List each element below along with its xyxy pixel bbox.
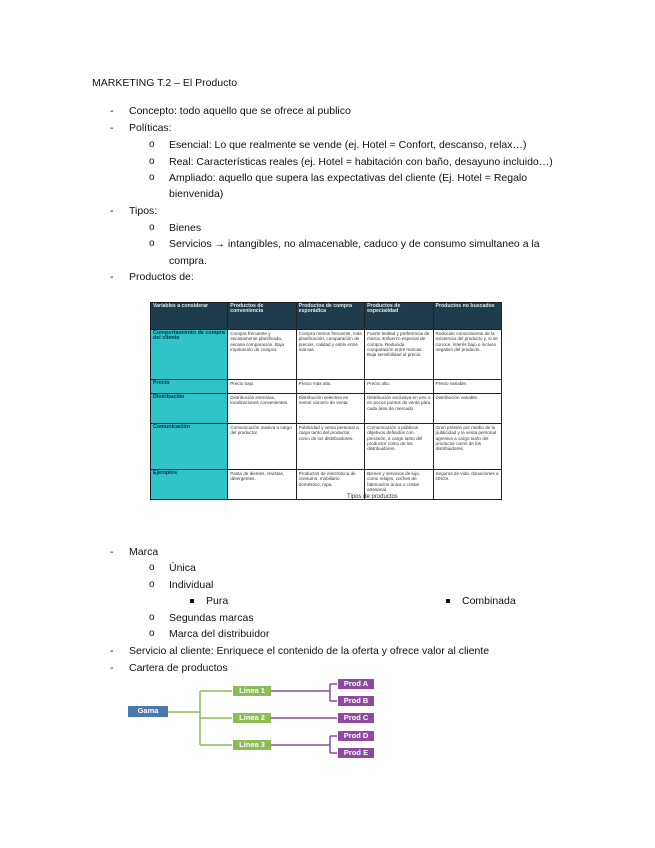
- bullet-dash: -: [110, 122, 114, 134]
- table-header-cell: Productos de especialidad: [365, 303, 433, 330]
- bullet-dash: -: [110, 645, 114, 657]
- marca-distribuidor-text: Marca del distribuidor: [169, 628, 270, 640]
- table-cell: Precio alto.: [365, 380, 433, 394]
- table-cell: Reducido conocimiento de la existencia del producto y, si se conoce, interés bajo o incluso negativo del producto.: [433, 330, 501, 380]
- bullet-dash: -: [110, 662, 114, 674]
- table-header-cell: Productos de compra esporádica: [296, 303, 364, 330]
- table-cell: Gran presión por medio de la publicidad y la venta personal agresiva a cargo tanto del productor como de los distribuidores.: [433, 424, 501, 470]
- bullet-circle: o: [149, 222, 155, 233]
- prod-box: Prod B: [338, 696, 374, 706]
- bullet-circle: o: [149, 562, 155, 573]
- row-header: Precio: [151, 380, 228, 394]
- table-header-cell: Productos de conveniencia: [228, 303, 296, 330]
- row-header: Ejemplos: [151, 470, 228, 500]
- cartera-text: Cartera de productos: [129, 662, 228, 674]
- bienes-text: Bienes: [169, 222, 202, 234]
- unica-text: Única: [169, 562, 196, 574]
- table-cell: Publicidad y venta personal a cargo tanto del productor como de los distribuidores.: [296, 424, 364, 470]
- table-header-cell: Productos no buscados: [433, 303, 501, 330]
- gama-box: Gama: [128, 706, 168, 717]
- bullet-circle: o: [149, 156, 155, 167]
- combinada-text: Combinada: [462, 595, 516, 607]
- prod-box: Prod D: [338, 731, 374, 741]
- row-header: Comunicación: [151, 424, 228, 470]
- table-cell: Compra menos frecuente, más planificación, comparación de precios, calidad y estilo entre marcas.: [296, 330, 364, 380]
- bullet-circle: o: [149, 612, 155, 623]
- table-cell: Precio más alto.: [296, 380, 364, 394]
- servicios-text: Servicios → intangibles, no almacenable, caduco y de consumo simultaneo a la: [169, 238, 540, 250]
- table-cell: Comunicación masiva a cargo del productor.: [228, 424, 296, 470]
- table-caption: Tipos de productos: [347, 494, 398, 500]
- table-cell: Seguros de vida, donaciones a ONGs.: [433, 470, 501, 500]
- table-cell: Fuerte lealtad y preferencia de marca. Esfuerzo especial de compra. Reducida comparación entre marcas. Baja sensibilidad al precio.: [365, 330, 433, 380]
- table-cell: Productos de electrónica de consumo, mobiliario doméstico, ropa.: [296, 470, 364, 500]
- ampliado-text-cont: bienvenida): [169, 188, 224, 200]
- table-cell: Pasta de dientes, revistas, detergentes.: [228, 470, 296, 500]
- table-cell: Distribución intensiva, localizaciones convenientes.: [228, 394, 296, 424]
- table-cell: Comunicación a públicos objetivos definidos con precisión, a cargo tanto del productor como de los distribuidores.: [365, 424, 433, 470]
- ampliado-text: Ampliado: aquello que supera las expectativas del cliente (Ej. Hotel = Regalo: [169, 172, 528, 184]
- row-header: Distribución: [151, 394, 228, 424]
- bullet-dash: -: [110, 271, 114, 283]
- row-header: Comportamiento de compra del cliente: [151, 330, 228, 380]
- marca-text: Marca: [129, 546, 159, 558]
- bullet-circle: o: [149, 579, 155, 590]
- servicios-text-cont: compra.: [169, 255, 207, 267]
- tipos-text: Tipos:: [129, 205, 158, 217]
- linea-box: Línea 1: [233, 686, 271, 696]
- linea-box: Línea 2: [233, 713, 271, 723]
- bullet-circle: o: [149, 139, 155, 150]
- bullet-dash: -: [110, 546, 114, 558]
- table-cell: Precio variable.: [433, 380, 501, 394]
- prod-box: Prod E: [338, 748, 374, 758]
- prod-box: Prod C: [338, 713, 374, 723]
- productos-de-text: Productos de:: [129, 271, 194, 283]
- individual-text: Individual: [169, 579, 214, 591]
- page-title: MARKETING T.2 – El Producto: [92, 77, 238, 89]
- politicas-text: Políticas:: [129, 122, 172, 134]
- bullet-dash: -: [110, 105, 114, 117]
- bullet-circle: o: [149, 238, 155, 249]
- pura-text: Pura: [206, 595, 229, 607]
- real-text: Real: Características reales (ej. Hotel = habitación con baño, desayuno incluido…): [169, 156, 553, 168]
- prod-box: Prod A: [338, 679, 374, 689]
- table-cell: Precio bajo.: [228, 380, 296, 394]
- bullet-circle: o: [149, 172, 155, 183]
- table-cell: Distribución exclusiva en uno o en pocos puntos de venta para cada área de mercado.: [365, 394, 433, 424]
- bullet-circle: o: [149, 628, 155, 639]
- concepto-text: Concepto: todo aquello que se ofrece al publico: [129, 105, 351, 117]
- table-cell: Compra frecuente y escasamente planificada, escasa comparación. Baja implicación de compra.: [228, 330, 296, 380]
- table-cell: Distribución variable.: [433, 394, 501, 424]
- esencial-text: Esencial: Lo que realmente se vende (ej. Hotel = Confort, descanso, relax…): [169, 139, 527, 151]
- servicio-cliente-text: Servicio al cliente: Enriquece el contenido de la oferta y ofrece valor al cliente: [129, 645, 490, 657]
- bullet-dash: -: [110, 205, 114, 217]
- segundas-marcas-text: Segundas marcas: [169, 612, 254, 624]
- table-cell: Bienes y servicios de lujo, como relojes, coches de fabricación única o cristal artesanal.: [365, 470, 433, 500]
- table-header-cell: Variables a considerar: [151, 303, 228, 330]
- linea-box: Línea 3: [233, 740, 271, 750]
- table-cell: Distribución selectiva en menor número de venta.: [296, 394, 364, 424]
